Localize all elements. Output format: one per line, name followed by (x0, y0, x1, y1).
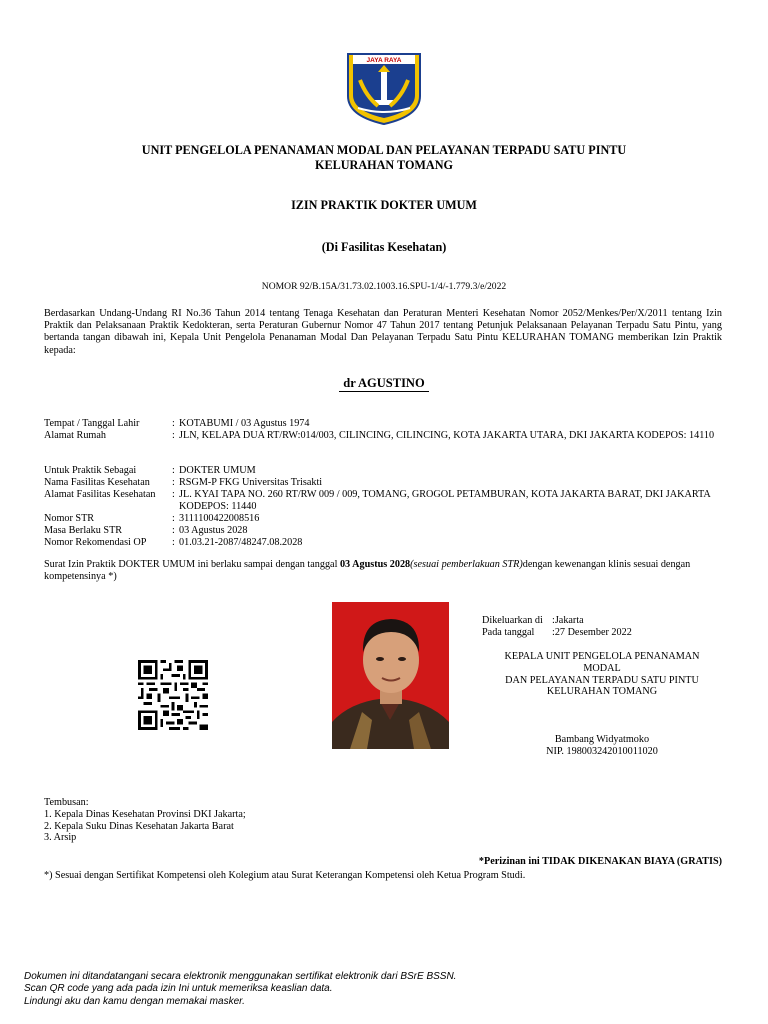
validity-statement (44, 559, 724, 583)
tembusan-item: 2. Kepala Suku Dinas Kesehatan Jakarta Barat (44, 820, 234, 832)
jakarta-emblem-icon (344, 50, 424, 126)
free-of-charge-note: *Perizinan ini TIDAK DIKENAKAN BIAYA (GRATIS) (478, 856, 722, 867)
detail-row-rekomendasi: Nomor Rekomendasi OP : 01.03.21-2087/48247.08.2028 (44, 537, 724, 549)
detail-value: JL. KYAI TAPA NO. 260 RT/RW 009 / 009, TOMANG, GROGOL PETAMBURAN, KOTA JAKARTA BARAT, DKI JAKARTA KODEPOS: 11440 (179, 489, 711, 512)
footer-line: Scan QR code yang ada pada izin Ini untuk memeriksa keaslian data. (24, 983, 333, 995)
position-line-3: DAN PELAYANAN TERPADU SATU PINTU (505, 674, 699, 686)
detail-label: Nomor Rekomendasi OP (44, 537, 147, 548)
holder-photo (332, 602, 449, 749)
issued-at-value: :Jakarta (552, 615, 584, 626)
agency-heading (0, 143, 768, 172)
signatory-position (482, 651, 722, 698)
validity-text-end: dengan kewenangan klinis sesuai dengan kompetensinya *) (44, 559, 691, 583)
detail-value: 01.03.21-2087/48247.08.2028 (179, 537, 303, 548)
detail-value: KOTABUMI / 03 Agustus 1974 (179, 418, 310, 429)
detail-label: Alamat Rumah (44, 430, 106, 441)
detail-value: JLN, KELAPA DUA RT/RW:014/003, CILINCING, CILINCING, KOTA JAKARTA UTARA, DKI JAKARTA KODEPOS: 14110 (179, 430, 715, 441)
detail-value: DOKTER UMUM (179, 465, 256, 476)
detail-value: 3111100422008516 (179, 513, 260, 524)
issued-date-value: :27 Desember 2022 (552, 627, 632, 639)
position-line-1: KEPALA UNIT PENGELOLA PENANAMAN (504, 651, 700, 662)
detail-label: Tempat / Tanggal Lahir (44, 418, 140, 429)
tembusan-item: 1. Kepala Dinas Kesehatan Provinsi DKI Jakarta; (44, 808, 246, 820)
detail-row-str: Nomor STR : 3111100422008516 (44, 513, 724, 525)
agency-line-2: KELURAHAN TOMANG (314, 157, 454, 172)
signatory-nip: NIP. 198003242010011020 (546, 746, 658, 758)
person-portrait-icon (332, 602, 449, 749)
agency-line-1: UNIT PENGELOLA PENANAMAN MODAL DAN PELAYANAN TERPADU SATU PINTU (141, 143, 627, 157)
detail-label: Alamat Fasilitas Kesehatan (44, 489, 156, 500)
detail-row-masa-str: Masa Berlaku STR : 03 Agustus 2028 (44, 525, 724, 537)
signatory-name: Bambang Widyatmoko (554, 734, 650, 745)
position-line-4: KELURAHAN TOMANG (546, 686, 658, 698)
emblem-motto: JAYA RAYA (366, 57, 402, 64)
footer-line: Lindungi aku dan kamu dengan memakai masker. (24, 995, 245, 1007)
detail-row-fasilitas: Nama Fasilitas Kesehatan : RSGM-P FKG Universitas Trisakti (44, 477, 724, 489)
position-line-2: MODAL (583, 662, 621, 674)
tembusan-item: 3. Arsip (44, 832, 77, 844)
detail-row-alamat-fasilitas: Alamat Fasilitas Kesehatan : JL. KYAI TAPA NO. 260 RT/RW 009 / 009, TOMANG, GROGOL PETAMBURAN, KOTA JAKARTA BARAT, DKI JAKARTA KODEPOS: 11440 (44, 489, 724, 513)
issued-date-label: Pada tanggal (482, 627, 535, 639)
holder-name (0, 376, 768, 391)
validity-note: (sesuai pemberlakuan STR) (410, 559, 523, 570)
competency-footnote: *) Sesuai dengan Sertifikat Kompetensi oleh Kolegium atau Surat Keterangan Kompetensi oleh Ketua Program Studi. (44, 870, 526, 881)
footer-line: Dokumen ini ditandatangani secara elektronik menggunakan sertifikat elektronik dari BSrE BSSN. (24, 971, 457, 982)
document-number: NOMOR 92/B.15A/31.73.02.1003.16.SPU-1/4/-1.779.3/e/2022 (261, 281, 507, 292)
tembusan-title: Tembusan: (44, 797, 89, 808)
detail-value: RSGM-P FKG Universitas Trisakti (179, 477, 323, 488)
intro-paragraph: Berdasarkan Undang-Undang RI No.36 Tahun 2014 tentang Tenaga Kesehatan dan Peraturan Menteri Kesehatan Nomor 2052/Menkes/Per/X/2011 tentang Izin Praktik dan Pelaksanaan Praktik Kedokteran, serta Peraturan Gubernur Nomor 47 Tahun 2017 tentang Petunjuk Pelaksanaan Pelayanan Terpadu Satu Pintu, yang bertanda tangan dibawah ini, Kepala Unit Pengelola Penanaman Modal Dan Pelayanan Terpadu Satu Pintu KELURAHAN TOMANG memberikan Izin Praktik kepada: (44, 308, 722, 356)
issuance-info (482, 615, 632, 639)
detail-label: Nama Fasilitas Kesehatan (44, 477, 150, 488)
document-title: IZIN PRAKTIK DOKTER UMUM (291, 198, 477, 212)
detail-value: 03 Agustus 2028 (179, 525, 248, 536)
issued-at-label: Dikeluarkan di (482, 615, 543, 626)
detail-row-praktik: Untuk Praktik Sebagai : DOKTER UMUM (44, 465, 724, 477)
detail-row-ttl: Tempat / Tanggal Lahir : KOTABUMI / 03 Agustus 1974 (44, 418, 724, 430)
detail-label: Nomor STR (44, 513, 95, 524)
qr-code-icon[interactable] (138, 660, 208, 730)
validity-date: 03 Agustus 2028 (339, 559, 411, 570)
detail-label: Untuk Praktik Sebagai (44, 465, 137, 476)
detail-label: Masa Berlaku STR (44, 525, 123, 536)
signatory-block (482, 734, 722, 758)
electronic-signature-footer (24, 971, 456, 1008)
validity-text: Surat Izin Praktik DOKTER UMUM ini berlaku sampai dengan tanggal (44, 559, 340, 570)
tembusan-list (44, 797, 246, 844)
document-subtitle: (Di Fasilitas Kesehatan) (321, 240, 447, 254)
holder-name-text: dr AGUSTINO (339, 376, 428, 392)
detail-row-alamat: Alamat Rumah : JLN, KELAPA DUA RT/RW:014/003, CILINCING, CILINCING, KOTA JAKARTA UTARA, DKI JAKARTA KODEPOS: 14110 (44, 430, 724, 454)
